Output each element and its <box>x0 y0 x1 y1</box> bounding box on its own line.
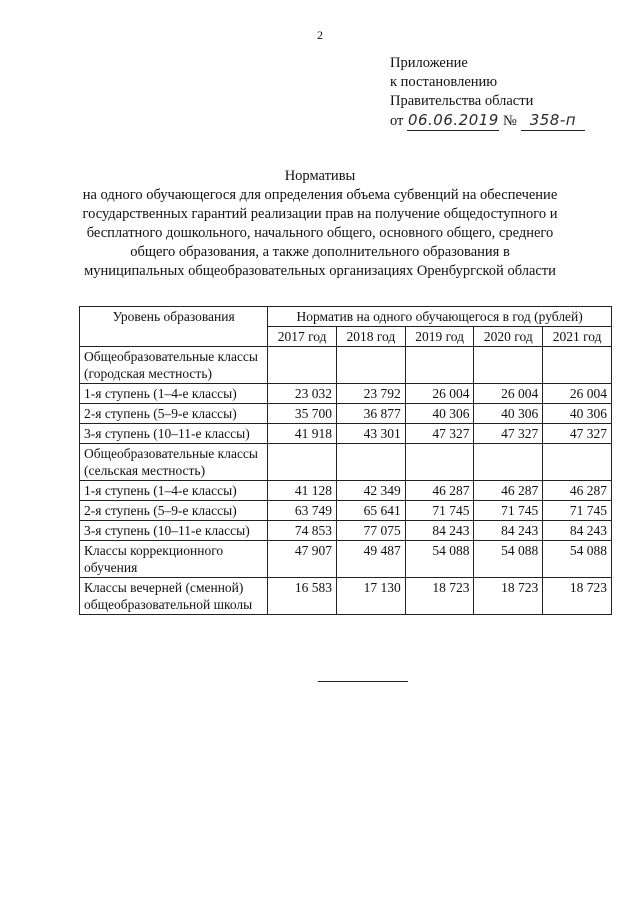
value-cell: 84 243 <box>474 521 543 541</box>
value-cell: 47 327 <box>543 424 612 444</box>
value-cell: 46 287 <box>543 481 612 501</box>
table-row <box>80 578 612 615</box>
value-cell: 17 130 <box>337 578 406 615</box>
appendix-line-2: к постановлению <box>390 74 498 90</box>
value-cell: 26 004 <box>474 384 543 404</box>
table-row <box>80 424 612 444</box>
year-header: 2017 год <box>268 327 337 347</box>
value-cell <box>337 347 406 384</box>
table-row <box>80 501 612 521</box>
value-cell: 47 327 <box>474 424 543 444</box>
norm-header: Норматив на одного обучающегося в год (рублей) <box>268 307 612 327</box>
table-row <box>80 347 612 384</box>
year-header: 2021 год <box>543 327 612 347</box>
value-cell: 16 583 <box>268 578 337 615</box>
title-line-6: муниципальных общеобразовательных организациях Оренбургской области <box>84 263 556 279</box>
norms-table <box>79 306 612 615</box>
appendix-date-line <box>390 111 585 131</box>
year-header: 2019 год <box>405 327 474 347</box>
value-cell: 40 306 <box>543 404 612 424</box>
value-cell <box>405 347 474 384</box>
row-label: 3-я ступень (10–11-е классы) <box>80 424 268 444</box>
value-cell <box>474 347 543 384</box>
document-title <box>0 167 640 281</box>
value-cell <box>543 347 612 384</box>
row-label: 3-я ступень (10–11-е классы) <box>80 521 268 541</box>
value-cell: 41 128 <box>268 481 337 501</box>
appendix-block <box>390 54 585 131</box>
row-label: Общеобразовательные классы (сельская местность) <box>80 444 268 481</box>
row-label: Классы коррекционного обучения <box>80 541 268 578</box>
value-cell: 54 088 <box>543 541 612 578</box>
value-cell: 63 749 <box>268 501 337 521</box>
title-line-2: на одного обучающегося для определения объема субвенций на обеспечение <box>82 187 558 203</box>
value-cell <box>268 347 337 384</box>
value-cell: 26 004 <box>543 384 612 404</box>
closing-rule <box>318 681 408 682</box>
value-cell: 46 287 <box>405 481 474 501</box>
value-cell: 49 487 <box>337 541 406 578</box>
table-row <box>80 444 612 481</box>
page-number: 2 <box>317 28 323 42</box>
value-cell: 42 349 <box>337 481 406 501</box>
table-row <box>80 521 612 541</box>
table-row <box>80 541 612 578</box>
value-cell <box>337 444 406 481</box>
value-cell: 35 700 <box>268 404 337 424</box>
table-row <box>80 404 612 424</box>
value-cell: 41 918 <box>268 424 337 444</box>
row-label: Классы вечерней (сменной) общеобразовательной школы <box>80 578 268 615</box>
value-cell: 43 301 <box>337 424 406 444</box>
value-cell <box>474 444 543 481</box>
appendix-line-1: Приложение <box>390 55 468 71</box>
title-line-3: государственных гарантий реализации прав на получение общедоступного и <box>82 206 558 222</box>
value-cell: 23 032 <box>268 384 337 404</box>
row-label: 2-я ступень (5–9-е классы) <box>80 501 268 521</box>
value-cell: 40 306 <box>405 404 474 424</box>
value-cell: 54 088 <box>405 541 474 578</box>
value-cell: 18 723 <box>543 578 612 615</box>
value-cell: 26 004 <box>405 384 474 404</box>
value-cell: 18 723 <box>405 578 474 615</box>
year-header: 2018 год <box>337 327 406 347</box>
value-cell <box>268 444 337 481</box>
value-cell <box>405 444 474 481</box>
handwritten-number: 358-п <box>521 111 585 131</box>
appendix-line-3: Правительства области <box>390 93 534 109</box>
level-header: Уровень образования <box>80 307 268 347</box>
value-cell: 23 792 <box>337 384 406 404</box>
value-cell: 47 907 <box>268 541 337 578</box>
value-cell: 77 075 <box>337 521 406 541</box>
table-row <box>80 384 612 404</box>
title-line-4: бесплатного дошкольного, начального общего, основного общего, среднего <box>86 225 554 241</box>
value-cell: 47 327 <box>405 424 474 444</box>
row-label: 1-я ступень (1–4-е классы) <box>80 481 268 501</box>
date-prefix: от <box>390 113 404 129</box>
value-cell: 46 287 <box>474 481 543 501</box>
value-cell: 84 243 <box>405 521 474 541</box>
row-label: 1-я ступень (1–4-е классы) <box>80 384 268 404</box>
value-cell: 71 745 <box>405 501 474 521</box>
value-cell: 40 306 <box>474 404 543 424</box>
row-label: 2-я ступень (5–9-е классы) <box>80 404 268 424</box>
year-header: 2020 год <box>474 327 543 347</box>
value-cell: 65 641 <box>337 501 406 521</box>
title-line-1: Нормативы <box>284 168 356 184</box>
number-prefix: № <box>503 113 517 129</box>
value-cell <box>543 444 612 481</box>
value-cell: 18 723 <box>474 578 543 615</box>
table-row <box>80 481 612 501</box>
value-cell: 84 243 <box>543 521 612 541</box>
value-cell: 74 853 <box>268 521 337 541</box>
row-label: Общеобразовательные классы (городская местность) <box>80 347 268 384</box>
title-line-5: общего образования, а также дополнительного образования в <box>130 244 510 260</box>
value-cell: 71 745 <box>474 501 543 521</box>
handwritten-date: 06.06.2019 <box>407 111 499 129</box>
value-cell: 36 877 <box>337 404 406 424</box>
value-cell: 71 745 <box>543 501 612 521</box>
table-body <box>80 347 612 615</box>
header-row <box>80 307 612 327</box>
value-cell: 54 088 <box>474 541 543 578</box>
